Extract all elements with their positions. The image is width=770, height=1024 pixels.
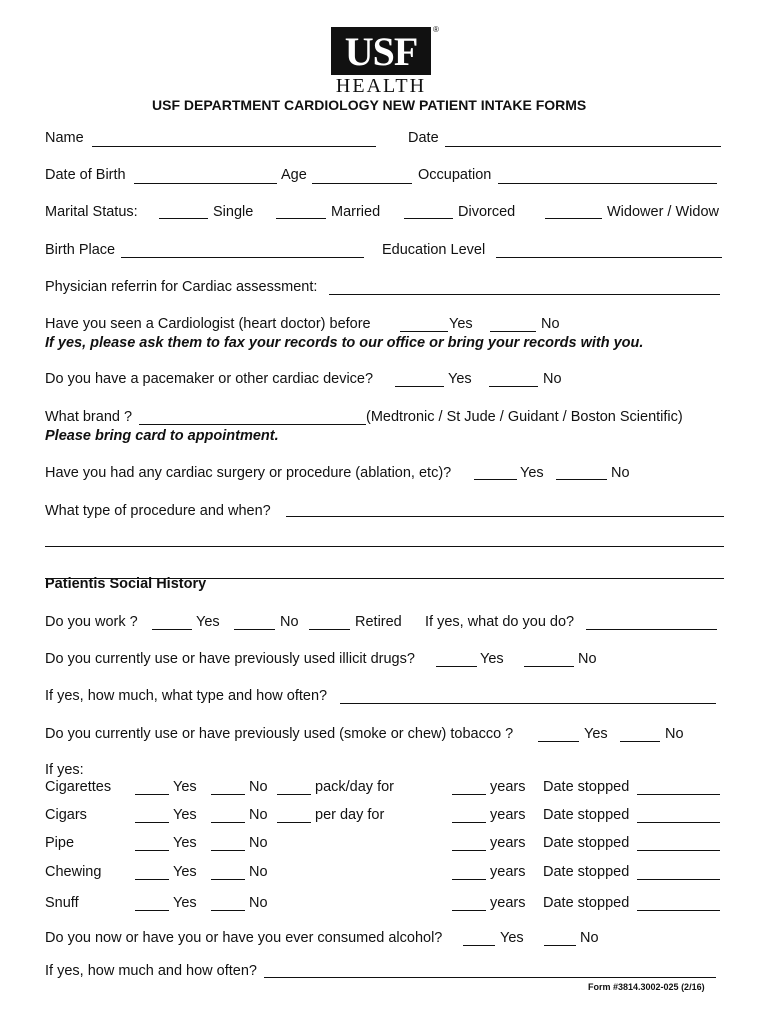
widow-blank[interactable] <box>545 218 602 219</box>
form-title: USF DEPARTMENT CARDIOLOGY NEW PATIENT INTAKE FORMS <box>152 97 587 113</box>
work-question: Do you work ? <box>45 614 138 630</box>
social-history-heading: Patientis Social History <box>45 576 207 592</box>
pacemaker-yes-blank[interactable] <box>395 386 444 387</box>
brand-field[interactable] <box>139 424 366 425</box>
alcohol-followup-field[interactable] <box>264 977 716 978</box>
tobacco-date-stopped-field[interactable] <box>637 879 720 880</box>
birthplace-field[interactable] <box>121 257 364 258</box>
tobacco-type-label: Cigars <box>45 807 87 823</box>
pacemaker-question: Do you have a pacemaker or other cardiac device? <box>45 371 374 387</box>
surgery-no-blank[interactable] <box>556 479 607 480</box>
procedure-field-1[interactable] <box>286 516 724 517</box>
tobacco-type-label: Cigarettes <box>45 779 112 795</box>
tobacco-type-label: Chewing <box>45 864 102 880</box>
retired-label: Retired <box>355 614 402 630</box>
tobacco-no-blank[interactable] <box>211 822 245 823</box>
surgery-yes-blank[interactable] <box>474 479 517 480</box>
tobacco-years-label: years <box>490 779 526 795</box>
drugs-followup-field[interactable] <box>340 703 716 704</box>
tobacco-years-blank[interactable] <box>452 822 486 823</box>
pacemaker-yes-label: Yes <box>448 371 472 387</box>
tobacco-date-stopped-label: Date stopped <box>543 779 630 795</box>
tobacco-no-label: No <box>249 895 268 911</box>
cardiologist-yes-label: Yes <box>449 316 473 332</box>
tobacco-years-label: years <box>490 864 526 880</box>
tobacco-amount-label: pack/day for <box>315 779 394 795</box>
tobacco-date-stopped-label: Date stopped <box>543 835 630 851</box>
work-no-blank[interactable] <box>234 629 275 630</box>
name-field[interactable] <box>92 146 376 147</box>
procedure-field-2[interactable] <box>45 546 724 547</box>
tobacco-years-label: years <box>490 895 526 911</box>
drugs-no-blank[interactable] <box>524 666 574 667</box>
divorced-label: Divorced <box>458 204 516 220</box>
drugs-yes-label: Yes <box>480 651 504 667</box>
alcohol-question: Do you now or have you or have you ever consumed alcohol? <box>45 930 443 946</box>
date-label: Date <box>408 130 439 146</box>
surgery-yes-label: Yes <box>520 465 544 481</box>
tobacco-yes-blank[interactable] <box>135 822 169 823</box>
tobacco-no-blank[interactable] <box>211 879 245 880</box>
pacemaker-no-blank[interactable] <box>489 386 538 387</box>
tobacco-yes-label: Yes <box>584 726 608 742</box>
tobacco-amount-label: per day for <box>315 807 385 823</box>
drugs-question: Do you currently use or have previously used illicit drugs? <box>45 651 415 667</box>
tobacco-no-blank[interactable] <box>211 794 245 795</box>
physician-label: Physician referrin for Cardiac assessment: <box>45 279 318 295</box>
tobacco-years-label: years <box>490 835 526 851</box>
alcohol-no-blank[interactable] <box>544 945 576 946</box>
procedure-question: What type of procedure and when? <box>45 503 271 519</box>
surgery-question: Have you had any cardiac surgery or procedure (ablation, etc)? <box>45 465 452 481</box>
form-number: Form #3814.3002-025 (2/16) <box>588 982 705 992</box>
drugs-followup: If yes, how much, what type and how often? <box>45 688 328 704</box>
brand-note: Please bring card to appointment. <box>45 428 279 444</box>
occupation-label: Occupation <box>418 167 492 183</box>
widow-label: Widower / Widow <box>607 204 719 220</box>
tobacco-no-label: No <box>249 835 268 851</box>
work-followup-field[interactable] <box>586 629 717 630</box>
tobacco-yes-label: Yes <box>173 835 197 851</box>
tobacco-type-label: Snuff <box>45 895 79 911</box>
tobacco-yes-label: Yes <box>173 895 197 911</box>
surgery-no-label: No <box>611 465 630 481</box>
tobacco-years-blank[interactable] <box>452 910 486 911</box>
age-field[interactable] <box>312 183 412 184</box>
tobacco-amount-blank[interactable] <box>277 794 311 795</box>
tobacco-date-stopped-field[interactable] <box>637 910 720 911</box>
drugs-no-label: No <box>578 651 597 667</box>
tobacco-yes-label: Yes <box>173 807 197 823</box>
alcohol-no-label: No <box>580 930 599 946</box>
tobacco-no-label: No <box>249 864 268 880</box>
tobacco-yes-blank[interactable] <box>538 741 579 742</box>
cardiologist-note: If yes, please ask them to fax your records to our office or bring your records with you. <box>45 335 644 351</box>
tobacco-no-blank[interactable] <box>211 850 245 851</box>
cardiologist-question: Have you seen a Cardiologist (heart doctor) before <box>45 316 371 332</box>
tobacco-no-blank[interactable] <box>620 741 660 742</box>
tobacco-date-stopped-field[interactable] <box>637 850 720 851</box>
tobacco-date-stopped-field[interactable] <box>637 794 720 795</box>
dob-label: Date of Birth <box>45 167 126 183</box>
work-yes-blank[interactable] <box>152 629 192 630</box>
tobacco-no-blank[interactable] <box>211 910 245 911</box>
tobacco-yes-label: Yes <box>173 779 197 795</box>
tobacco-date-stopped-field[interactable] <box>637 822 720 823</box>
tobacco-date-stopped-label: Date stopped <box>543 807 630 823</box>
divorced-blank[interactable] <box>404 218 453 219</box>
tobacco-yes-label: Yes <box>173 864 197 880</box>
brand-options: (Medtronic / St Jude / Guidant / Boston Scientific) <box>366 409 683 425</box>
work-yes-label: Yes <box>196 614 220 630</box>
tobacco-yes-blank[interactable] <box>135 794 169 795</box>
usf-health-logo <box>331 25 439 97</box>
single-blank[interactable] <box>159 218 208 219</box>
drugs-yes-blank[interactable] <box>436 666 477 667</box>
cardiologist-no-blank[interactable] <box>490 331 536 332</box>
brand-label: What brand ? <box>45 409 133 425</box>
tobacco-years-blank[interactable] <box>452 850 486 851</box>
if-yes-label: If yes: <box>45 762 84 778</box>
married-blank[interactable] <box>276 218 326 219</box>
occupation-field[interactable] <box>498 183 717 184</box>
tobacco-no-label: No <box>249 807 268 823</box>
tobacco-yes-blank[interactable] <box>135 910 169 911</box>
cardiologist-no-label: No <box>541 316 560 332</box>
tobacco-yes-blank[interactable] <box>135 850 169 851</box>
physician-field[interactable] <box>329 294 720 295</box>
tobacco-amount-blank[interactable] <box>277 822 311 823</box>
marital-label: Marital Status: <box>45 204 138 220</box>
logo-usf-text: USF <box>331 27 431 75</box>
tobacco-date-stopped-label: Date stopped <box>543 895 630 911</box>
married-label: Married <box>331 204 381 220</box>
tobacco-years-blank[interactable] <box>452 794 486 795</box>
tobacco-question: Do you currently use or have previously used (smoke or chew) tobacco ? <box>45 726 514 742</box>
tobacco-date-stopped-label: Date stopped <box>543 864 630 880</box>
tobacco-yes-blank[interactable] <box>135 879 169 880</box>
work-no-label: No <box>280 614 299 630</box>
tobacco-type-label: Pipe <box>45 835 75 851</box>
tobacco-years-label: years <box>490 807 526 823</box>
education-label: Education Level <box>382 242 486 258</box>
dob-field[interactable] <box>134 183 277 184</box>
registered-mark: ® <box>433 25 439 34</box>
alcohol-followup: If yes, how much and how often? <box>45 963 257 979</box>
name-label: Name <box>45 130 84 146</box>
tobacco-no-label: No <box>249 779 268 795</box>
alcohol-yes-blank[interactable] <box>463 945 495 946</box>
education-field[interactable] <box>496 257 722 258</box>
work-retired-blank[interactable] <box>309 629 350 630</box>
tobacco-no-label: No <box>665 726 684 742</box>
pacemaker-no-label: No <box>543 371 562 387</box>
date-field[interactable] <box>445 146 721 147</box>
tobacco-years-blank[interactable] <box>452 879 486 880</box>
logo-health-text: HEALTH <box>335 75 427 97</box>
work-followup: If yes, what do you do? <box>425 614 575 630</box>
cardiologist-yes-blank[interactable] <box>400 331 448 332</box>
alcohol-yes-label: Yes <box>500 930 524 946</box>
single-label: Single <box>213 204 254 220</box>
age-label: Age <box>281 167 307 183</box>
birthplace-label: Birth Place <box>45 242 116 258</box>
